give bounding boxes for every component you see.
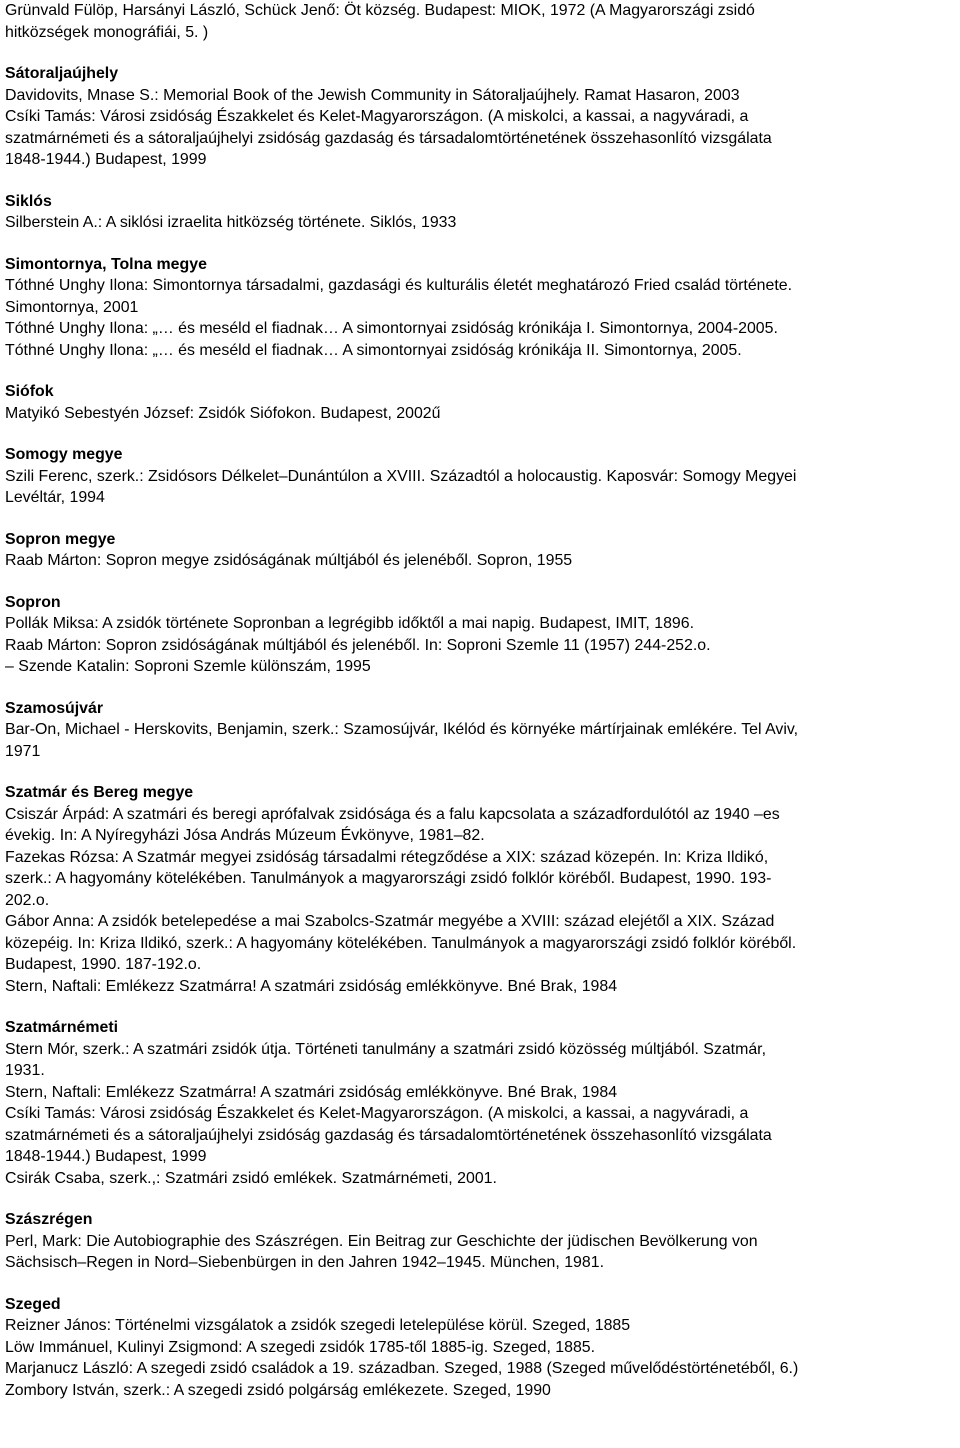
bibliography-entry-line: Raab Márton: Sopron megye zsidóságának múltjából és jelenéből. Sopron, 1955: [5, 552, 573, 569]
bibliography-entry-line: évekig. In: A Nyíregyházi Jósa András Múzeum Évkönyve, 1981–82.: [5, 827, 485, 844]
bibliography-page: [5, 0, 955, 1401]
bibliography-entry-line: 1931.: [5, 1062, 45, 1079]
section-heading: Szeged: [5, 1295, 61, 1313]
section-heading: Szatmárnémeti: [5, 1019, 119, 1036]
bibliography-entry-line: Pollák Miksa: A zsidók története Sopronban a legrégibb időktől a mai napig. Budapest, IMIT, 1896.: [5, 615, 695, 632]
section-spacer: [5, 361, 955, 381]
section-spacer: [5, 997, 955, 1017]
bibliography-entry-line: Levéltár, 1994: [5, 489, 105, 506]
bibliography-section: [5, 0, 955, 43]
section-spacer: [5, 234, 955, 254]
bibliography-entry-line: 1971: [5, 742, 41, 760]
bibliography-entry-line: Csíki Tamás: Városi zsidóság Északkelet és Kelet-Magyarországon. (A miskolci, a kassai, a nagyváradi, a: [5, 108, 749, 125]
bibliography-entry-line: Stern, Naftali: Emlékezz Szatmárra! A szatmári zsidóság emlékkönyve. Bné Brak, 1984: [5, 1083, 618, 1101]
bibliography-entry-line: Grünvald Fülöp, Harsányi László, Schück Jenő: Öt község. Budapest: MIOK, 1972 (A Magyarországi zsidó: [5, 2, 755, 19]
section-heading: Siklós: [5, 192, 52, 210]
bibliography-section: [5, 592, 955, 678]
bibliography-entry-line: Stern Mór, szerk.: A szatmári zsidók útja. Történeti tanulmány a szatmári zsidó közösség múltjából. Szatmár,: [5, 1040, 767, 1058]
bibliography-entry-line: Bar-On, Michael - Herskovits, Benjamin, szerk.: Szamosújvár, Ikélód és környéke mártírjainak emlékére. Tel Aviv,: [5, 721, 799, 738]
bibliography-section: [5, 1294, 955, 1402]
section-spacer: [5, 762, 955, 782]
bibliography-entry-line: Csirák Csaba, szerk.,: Szatmári zsidó emlékek. Szatmárnémeti, 2001.: [5, 1169, 497, 1187]
section-spacer: [5, 678, 955, 698]
bibliography-entry-line: Davidovits, Mnase S.: Memorial Book of the Jewish Community in Sátoraljaújhely. Ramat Hasaron, 2003: [5, 86, 740, 104]
section-heading: Siófok: [5, 383, 54, 400]
bibliography-section: [5, 191, 955, 234]
bibliography-entry-line: Marjanucz László: A szegedi zsidó családok a 19. században. Szeged, 1988 (Szeged művelődéstörténetéből, 6.): [5, 1360, 799, 1377]
bibliography-entry-line: Simontornya, 2001: [5, 298, 139, 316]
bibliography-section: [5, 1017, 955, 1189]
section-spacer: [5, 572, 955, 592]
bibliography-entry-line: Tóthné Unghy Ilona: „… és meséld el fiadnak… A simontornyai zsidóság krónikája II. Simontornya, 2005.: [5, 341, 742, 359]
bibliography-entry-line: Gábor Anna: A zsidók betelepedése a mai Szabolcs-Szatmár megyébe a XVIII: század elejétől a XIX. Század: [5, 913, 775, 930]
bibliography-entry-line: Szili Ferenc, szerk.: Zsidósors Délkelet–Dunántúlon a XVIII. Századtól a holocaustig. Kaposvár: Somogy Megyei: [5, 467, 797, 485]
bibliography-entry-line: Tóthné Unghy Ilona: Simontornya társadalmi, gazdasági és kulturális életét meghatározó Fried család története.: [5, 277, 793, 294]
bibliography-entry-line: közepéig. In: Kriza Ildikó, szerk.: A hagyomány kötelékében. Tanulmányok a magyarországi zsidó folklór köréből.: [5, 934, 797, 952]
bibliography-section: [5, 63, 955, 171]
bibliography-entry-line: szatmárnémeti és a sátoraljaújhelyi zsidóság gazdaság és társadalomtörténetének összehasonlító vizsgálata: [5, 129, 772, 147]
bibliography-entry-line: Zombory István, szerk.: A szegedi zsidó polgárság emlékezete. Szeged, 1990: [5, 1381, 551, 1399]
section-heading: Szatmár és Bereg megye: [5, 784, 194, 801]
bibliography-entry-line: Silberstein A.: A siklósi izraelita hitközség története. Siklós, 1933: [5, 214, 457, 231]
bibliography-section: [5, 698, 955, 763]
bibliography-entry-line: Matyikó Sebestyén József: Zsidók Siófokon. Budapest, 2002ű: [5, 404, 441, 422]
section-spacer: [5, 1274, 955, 1294]
bibliography-entry-line: Csiszár Árpád: A szatmári és beregi aprófalvak zsidósága és a falu kapcsolata a századfordulótól az 1940 –es: [5, 805, 780, 823]
bibliography-section: [5, 381, 955, 424]
bibliography-entry-line: Sächsisch–Regen in Nord–Siebenbürgen in den Jahren 1942–1945. München, 1981.: [5, 1254, 604, 1271]
bibliography-section: [5, 254, 955, 362]
bibliography-entry-line: Reizner János: Történelmi vizsgálatok a zsidók szegedi letelepülése körül. Szeged, 1885: [5, 1317, 631, 1334]
bibliography-entry-line: Perl, Mark: Die Autobiographie des Szászrégen. Ein Beitrag zur Geschichte der jüdischen Bevölkerung von: [5, 1232, 758, 1250]
bibliography-entry-line: Csíki Tamás: Városi zsidóság Északkelet és Kelet-Magyarországon. (A miskolci, a kassai, a nagyváradi, a: [5, 1105, 749, 1122]
section-spacer: [5, 43, 955, 63]
bibliography-section: [5, 782, 955, 997]
section-spacer: [5, 171, 955, 191]
section-heading: Sopron: [5, 593, 61, 611]
section-spacer: [5, 509, 955, 529]
bibliography-entry-line: szerk.: A hagyomány kötelékében. Tanulmányok a magyarországi zsidó folklór köréből. Budapest, 1990. 193-: [5, 870, 772, 887]
bibliography-section: [5, 1209, 955, 1274]
section-heading: Sopron megye: [5, 530, 116, 548]
bibliography-section: [5, 444, 955, 509]
bibliography-entry-line: Raab Márton: Sopron zsidóságának múltjából és jelenéből. In: Soproni Szemle 11 (1957) 244-252.o.: [5, 636, 711, 654]
bibliography-section: [5, 529, 955, 572]
section-spacer: [5, 424, 955, 444]
bibliography-entry-line: 1848-1944.) Budapest, 1999: [5, 1148, 207, 1165]
section-heading: Szászrégen: [5, 1211, 93, 1228]
bibliography-entry-line: Stern, Naftali: Emlékezz Szatmárra! A szatmári zsidóság emlékkönyve. Bné Brak, 1984: [5, 977, 618, 995]
bibliography-entry-line: hitközségek monográfiái, 5. ): [5, 23, 209, 41]
bibliography-entry-line: Tóthné Unghy Ilona: „… és meséld el fiadnak… A simontornyai zsidóság krónikája I. Simontornya, 2004-2005.: [5, 320, 778, 337]
bibliography-entry-line: szatmárnémeti és a sátoraljaújhelyi zsidóság gazdaság és társadalomtörténetének összehasonlító vizsgálata: [5, 1126, 772, 1144]
section-heading: Szamosújvár: [5, 699, 104, 717]
bibliography-entry-line: Fazekas Rózsa: A Szatmár megyei zsidóság társadalmi rétegződése a XIX: század közepén. In: Kriza Ildikó,: [5, 848, 769, 866]
bibliography-entry-line: 202.o.: [5, 891, 50, 909]
bibliography-entry-line: – Szende Katalin: Soproni Szemle különszám, 1995: [5, 658, 371, 675]
bibliography-entry-line: Budapest, 1990. 187-192.o.: [5, 956, 202, 973]
bibliography-entry-line: Löw Immánuel, Kulinyi Zsigmond: A szegedi zsidók 1785-től 1885-ig. Szeged, 1885.: [5, 1338, 596, 1356]
section-spacer: [5, 1189, 955, 1209]
section-heading: Simontornya, Tolna megye: [5, 255, 207, 273]
bibliography-entry-line: 1848-1944.) Budapest, 1999: [5, 151, 207, 168]
section-heading: Somogy megye: [5, 446, 123, 463]
section-heading: Sátoraljaújhely: [5, 65, 119, 82]
